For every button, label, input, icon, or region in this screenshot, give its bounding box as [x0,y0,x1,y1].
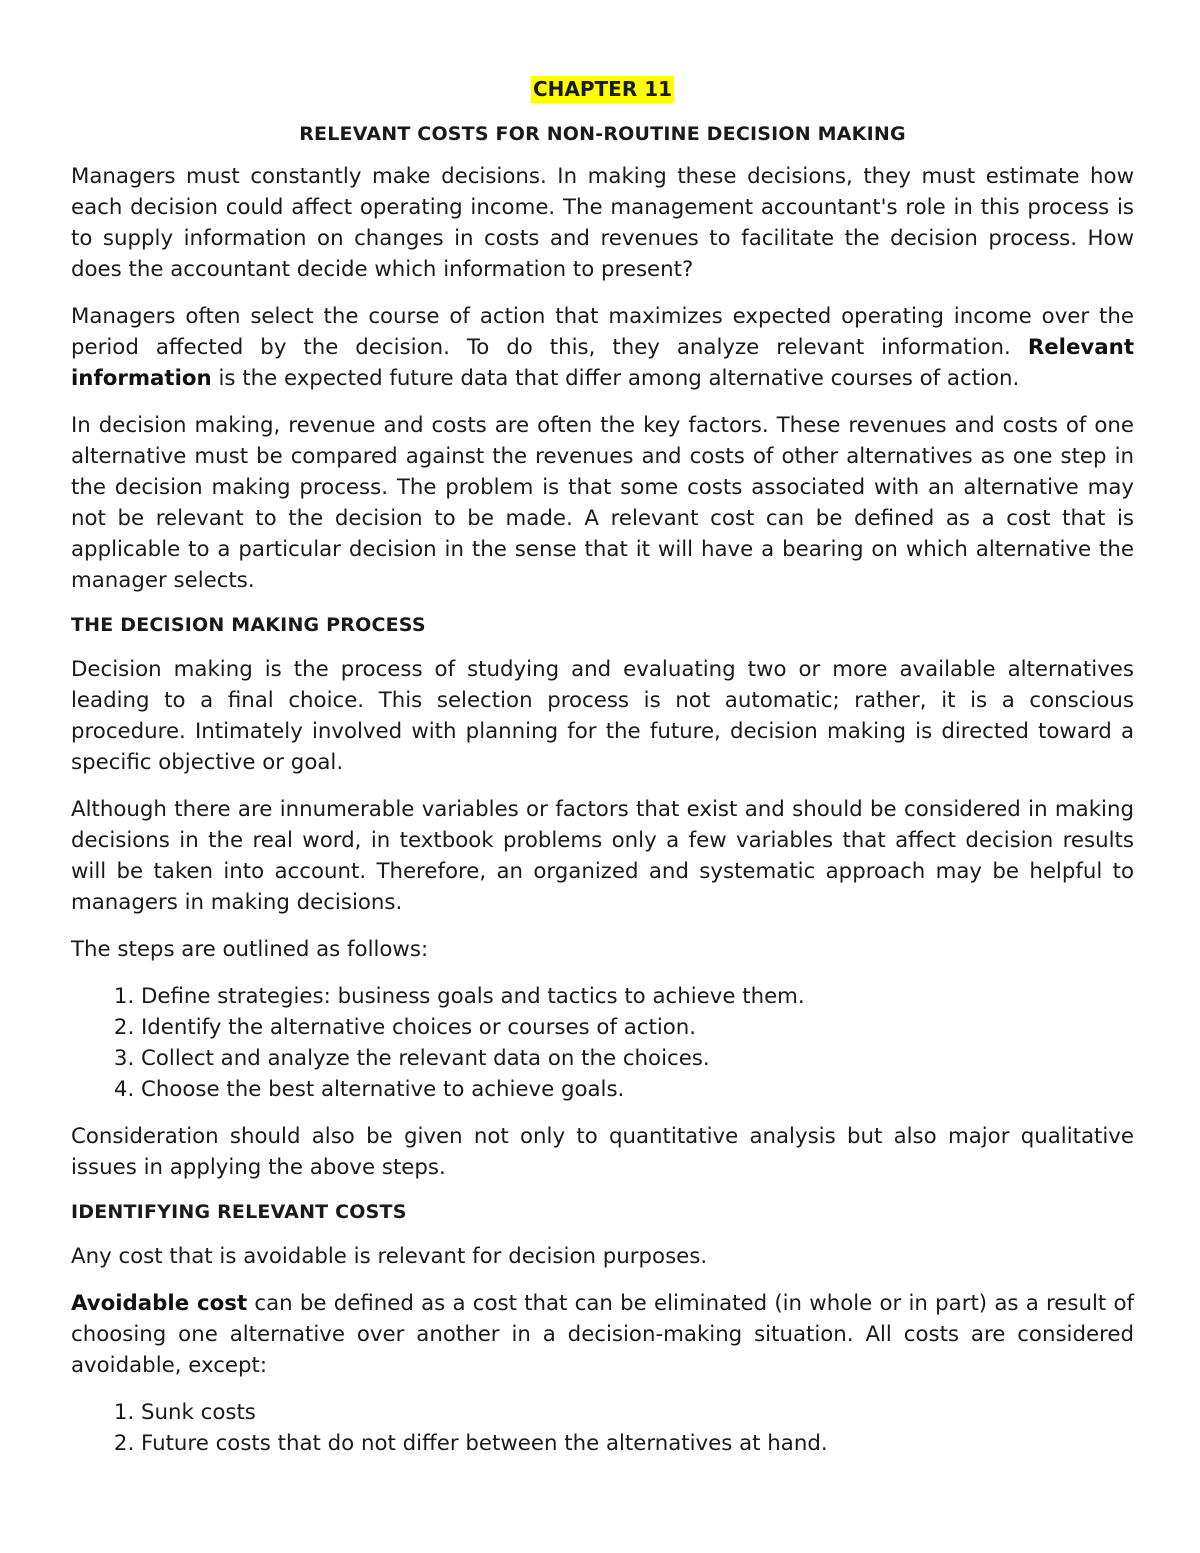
list-item: 1. Define strategies: business goals and tactics to achieve them. [141,981,1134,1012]
chapter-label: CHAPTER 11 [532,77,673,101]
chapter-title: RELEVANT COSTS FOR NON-ROUTINE DECISION MAKING [299,123,906,145]
exceptions-list [71,1397,1134,1459]
decision-paragraph-1: Decision making is the process of studying and evaluating two or more available alternatives leading to a final choice. This selection process is not automatic; rather, it is a conscious procedure. Intimately involved with planning for the future, decision making is directed toward a specific objective or goal. [71,657,1134,775]
intro-paragraph-2 [71,301,1134,394]
relevant-information-term: Relevant information [71,335,1134,391]
intro-paragraph-2-start: Managers often select the course of action that maximizes expected operating income over the period affected by the decision. To do this, they analyze relevant information. [71,304,1134,360]
steps-list [71,981,1134,1105]
list-item: 4. Choose the best alternative to achieve goals. [141,1074,1134,1105]
avoidable-cost-term: Avoidable cost [71,1291,248,1316]
list-item: 1. Sunk costs [141,1397,1134,1428]
intro-paragraph-1: Managers must constantly make decisions. In making these decisions, they must estimate how each decision could affect operating income. The management accountant's role in this process is to supply information on changes in costs and revenues to facilitate the decision process. How does the accountant decide which information to present? [71,164,1134,282]
chapter-heading-row [71,74,1134,105]
avoidable-cost-paragraph [71,1288,1134,1381]
section-heading-relevant-costs: IDENTIFYING RELEVANT COSTS [71,1201,407,1223]
intro-paragraph-3: In decision making, revenue and costs are often the key factors. These revenues and costs of one alternative must be compared against the revenues and costs of other alternatives as one step in the decision making process. The problem is that some costs associated with an alternative may not be relevant to the decision to be made. A relevant cost can be defined as a cost that is applicable to a particular decision in the sense that it will have a bearing on which alternative the manager selects. [71,413,1134,593]
decision-paragraph-3: Consideration should also be given not only to quantitative analysis but also major qualitative issues in applying the above steps. [71,1124,1134,1180]
avoidable-cost-definition: can be defined as a cost that can be eliminated (in whole or in part) as a result of choosing one alternative over another in a decision-making situation. All costs are considered avoidable, except: [71,1291,1135,1378]
list-item: 2. Identify the alternative choices or courses of action. [141,1012,1134,1043]
steps-intro: The steps are outlined as follows: [71,937,429,962]
decision-paragraph-2: Although there are innumerable variables or factors that exist and should be considered in making decisions in the real word, in textbook problems only a few variables that affect decision results will be taken into account. Therefore, an organized and systematic approach may be helpful to managers in making decisions. [71,797,1134,915]
relevant-costs-paragraph-1: Any cost that is avoidable is relevant for decision purposes. [71,1244,708,1269]
section-heading-decision-process: THE DECISION MAKING PROCESS [71,614,426,636]
intro-paragraph-2-end: is the expected future data that differ among alternative courses of action. [211,366,1020,391]
list-item: 3. Collect and analyze the relevant data on the choices. [141,1043,1134,1074]
list-item: 2. Future costs that do not differ between the alternatives at hand. [141,1428,1134,1459]
